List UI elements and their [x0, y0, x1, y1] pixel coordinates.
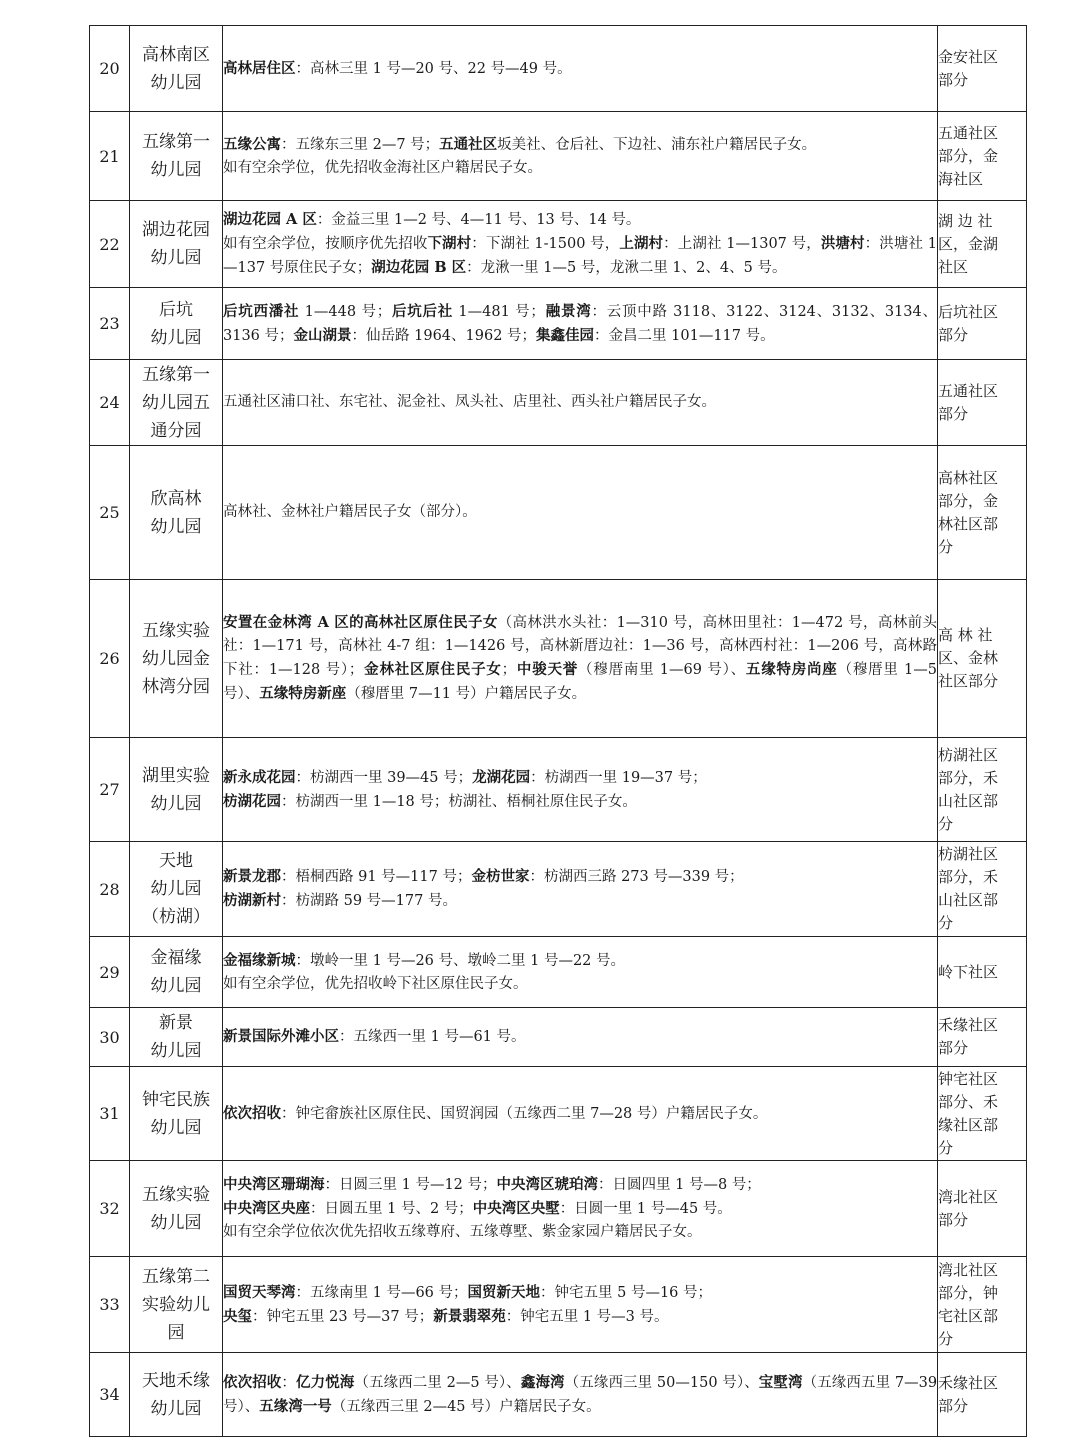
table-row [90, 1008, 1027, 1067]
enrollment-scope [223, 1257, 938, 1353]
kindergarten-name-line: 幼儿园 [150, 327, 202, 348]
scope-estate-name: 湖边花园 A 区 [223, 211, 317, 228]
scope-estate-name: 安置在金林湾 A 区的高林社区原住民子女 [223, 614, 498, 631]
scope-estate-name: 依次招收 [223, 1373, 282, 1391]
scope-estate-name: 央玺 [223, 1307, 252, 1325]
kindergarten-name-line: 天地禾缘 [142, 1370, 210, 1391]
kindergarten-name-line: 幼儿园 [150, 976, 202, 996]
kindergarten-name [130, 842, 223, 937]
scope-estate-name: 新景龙郡 [223, 868, 281, 885]
kindergarten-name-line: 幼儿园 [150, 72, 202, 93]
scope-estate-name: 亿力悦海 [296, 1373, 355, 1391]
table-body [90, 26, 1027, 1437]
kindergarten-name-line: 幼儿园 [150, 1117, 202, 1138]
scope-text: （五缘西二里 2—5 号）、 [354, 1374, 521, 1391]
scope-text: ：枋湖西一里 19—37 号； [530, 769, 707, 786]
row-number: 24 [90, 360, 130, 446]
enrollment-scope-paragraph [223, 208, 937, 232]
community-area-line: 区、金林 [938, 649, 999, 667]
community-area-line: 钟宅社区 [938, 1069, 999, 1088]
kindergarten-name-line: 幼儿园 [150, 516, 202, 537]
scope-estate-name: 融景湾 [544, 302, 592, 320]
kindergarten-name [130, 360, 223, 446]
community-area-line: 缘社区部 [938, 1115, 999, 1134]
community-area [938, 1161, 1027, 1257]
community-area-line: 高林社区 [938, 468, 999, 487]
scope-text: ； [501, 662, 517, 678]
enrollment-scope [223, 580, 938, 738]
scope-text: （穆厝里 1—5 号）、 [223, 662, 938, 702]
row-number: 27 [90, 738, 130, 842]
enrollment-scope [223, 1353, 938, 1437]
kindergarten-name-line: 幼儿园 [150, 160, 202, 180]
kindergarten-name-line: 幼儿园 [150, 248, 202, 268]
community-area-line: 部分、禾 [938, 1092, 999, 1111]
scope-text: （五缘西三里 50—150 号）、 [564, 1374, 759, 1391]
scope-text: ：钟宅五里 1 号—3 号。 [505, 1308, 669, 1325]
row-number: 30 [90, 1008, 130, 1067]
row-number: 25 [90, 446, 130, 580]
community-area-line: 枋湖社区 [938, 845, 999, 863]
kindergarten-name [130, 288, 223, 360]
scope-text: ：枋湖西三路 273 号—339 号； [529, 869, 744, 885]
scope-text: ：梧桐西路 91 号—117 号； [281, 869, 472, 885]
scope-text: ：墩岭一里 1 号—26 号、墩岭二里 1 号—22 号。 [295, 952, 626, 969]
kindergarten-name-line: 园 [167, 1322, 185, 1343]
enrollment-scope-paragraph [223, 391, 937, 414]
community-area-line: 部分，钟 [938, 1283, 999, 1302]
scope-estate-name: 高林居住区 [223, 59, 296, 77]
enrollment-scope-paragraph [223, 973, 937, 996]
scope-text: ：五缘南里 1 号—66 号； [295, 1284, 468, 1301]
enrollment-scope-paragraph [223, 300, 937, 348]
community-area-line: 五通社区 [938, 123, 999, 142]
community-area-line: 金安社区 [938, 47, 999, 66]
community-area-line: 禾缘社区 [938, 1016, 999, 1034]
scope-text: （穆厝里 7—11 号）户籍居民子女。 [346, 686, 587, 702]
community-area-line: 部分，金 [938, 146, 999, 165]
community-area-line: 部分 [938, 1396, 969, 1415]
kindergarten-name-line: 钟宅民族 [142, 1089, 210, 1110]
kindergarten-name [130, 1257, 223, 1353]
community-area-line: 分 [938, 1329, 954, 1348]
community-area [938, 738, 1027, 842]
community-area-line: 部分，禾 [938, 768, 999, 787]
kindergarten-name-line: 新景 [159, 1013, 193, 1033]
enrollment-scope [223, 446, 938, 580]
row-number: 21 [90, 112, 130, 201]
kindergarten-name-line: 五缘第二 [142, 1266, 210, 1287]
scope-text: 如有空余学位依次优先招收五缘尊府、五缘尊墅、紫金家园户籍居民子女。 [223, 1224, 702, 1240]
table-row [90, 360, 1027, 446]
scope-text: ：枋湖西一里 39—45 号； [295, 769, 473, 786]
scope-estate-name: 五缘特房新座 [259, 685, 347, 702]
community-area [938, 1257, 1027, 1353]
table-row [90, 738, 1027, 842]
enrollment-scope [223, 288, 938, 360]
scope-text: 坂美社、仓后社、下边社、浦东社户籍居民子女。 [497, 136, 817, 153]
kindergarten-name-line: （枋湖） [142, 907, 210, 927]
community-area-line: 部分 [938, 325, 969, 344]
scope-text: ：金益三里 1—2 号、4—11 号、13 号、14 号。 [316, 212, 641, 228]
scope-text: ：日圆四里 1 号—8 号； [598, 1177, 761, 1193]
scope-text: ：龙湫一里 1—5 号，龙湫二里 1、2、4、5 号。 [466, 260, 787, 276]
community-area [938, 1353, 1027, 1437]
scope-estate-name: 新永成花园 [223, 768, 296, 786]
scope-text: ：高林三里 1 号—20 号、22 号—49 号。 [295, 60, 572, 77]
scope-estate-name: 龙湖花园 [472, 768, 531, 786]
kindergarten-name-line: 幼儿园 [150, 793, 202, 814]
kindergarten-name-line: 实验幼儿 [142, 1294, 210, 1315]
kindergarten-name [130, 580, 223, 738]
enrollment-scope-paragraph [223, 157, 937, 180]
table-row [90, 26, 1027, 112]
community-area [938, 937, 1027, 1008]
table-row [90, 288, 1027, 360]
scope-estate-name: 国贸天琴湾 [223, 1283, 296, 1301]
row-number: 34 [90, 1353, 130, 1437]
community-area-line: 部分，金 [938, 491, 999, 510]
scope-text: ：日圆五里 1 号、2 号； [310, 1201, 473, 1217]
row-number: 26 [90, 580, 130, 738]
community-area-line: 山社区部 [938, 891, 999, 909]
kindergarten-name [130, 738, 223, 842]
community-area-line: 后坑社区 [938, 302, 999, 321]
community-area-line: 山社区部 [938, 791, 999, 810]
scope-text: ：金昌二里 101—117 号。 [594, 327, 775, 344]
scope-estate-name: 枋湖花园 [223, 792, 281, 810]
scope-text: ：洪塘社 1—137 号原住民子女； [223, 236, 937, 276]
scope-estate-name: 五缘特房尚座 [745, 661, 838, 678]
community-area-line: 分 [938, 914, 954, 932]
scope-text: 1—481 号； [453, 303, 545, 320]
community-area [938, 201, 1027, 288]
community-area-line: 高 林 社 [938, 626, 993, 644]
enrollment-scope [223, 360, 938, 446]
community-area-line: 社区部分 [938, 672, 999, 690]
row-number: 23 [90, 288, 130, 360]
scope-text: ：枋湖西一里 1—18 号；枋湖社、梧桐社原住民子女。 [281, 793, 637, 810]
community-area-line: 部分 [938, 70, 969, 89]
community-area-line: 部分 [938, 1039, 969, 1057]
community-area [938, 26, 1027, 112]
kindergarten-name-line: 五缘第一 [142, 364, 210, 385]
row-number: 32 [90, 1161, 130, 1257]
community-area-line: 社区 [938, 257, 969, 276]
scope-estate-name: 五通社区 [439, 135, 498, 153]
enrollment-scope-paragraph [223, 1371, 937, 1419]
scope-text: ： [281, 1374, 296, 1391]
kindergarten-name-line: 金福缘 [150, 948, 202, 968]
scope-estate-name: 中骏天誉 [516, 661, 579, 678]
table-row [90, 937, 1027, 1008]
scope-estate-name: 国贸新天地 [467, 1283, 541, 1301]
enrollment-scope-paragraph [223, 889, 937, 913]
kindergarten-name-line: 后坑 [159, 299, 193, 320]
community-area-line: 岭下社区 [938, 962, 999, 981]
kindergarten-name [130, 937, 223, 1008]
scope-text: ：日圆一里 1 号—45 号。 [559, 1201, 732, 1217]
scope-estate-name: 后坑后社 [391, 302, 454, 320]
community-area-line: 宅社区部 [938, 1306, 999, 1325]
kindergarten-name [130, 1353, 223, 1437]
row-number: 28 [90, 842, 130, 937]
scope-estate-name: 依次招收 [223, 1104, 281, 1122]
community-area-line: 林社区部 [938, 514, 999, 533]
community-area-line: 枋湖社区 [938, 745, 999, 764]
enrollment-scope-paragraph [223, 232, 937, 280]
enrollment-scope-paragraph [223, 1102, 937, 1126]
community-area-line: 部分 [938, 404, 969, 423]
community-area [938, 1008, 1027, 1067]
community-area-line: 分 [938, 814, 954, 833]
scope-estate-name: 新景国际外滩小区 [223, 1028, 339, 1045]
kindergarten-name-line: 幼儿园 [150, 1398, 202, 1419]
kindergarten-name-line: 五缘第一 [142, 132, 210, 152]
scope-estate-name: 五缘湾一号 [259, 1397, 332, 1415]
kindergarten-name [130, 446, 223, 580]
community-area [938, 1067, 1027, 1161]
kindergarten-name [130, 112, 223, 201]
kindergarten-name-line: 湖里实验 [142, 765, 210, 786]
scope-text: 如有空余学位，优先招收岭下社区原住民子女。 [223, 975, 528, 992]
kindergarten-name-line: 幼儿园金 [142, 648, 210, 669]
scope-estate-name: 中央湾区珊瑚海 [223, 1176, 325, 1193]
scope-estate-name: 枋湖新村 [223, 892, 281, 909]
row-number: 29 [90, 937, 130, 1008]
scope-text: 如有空余学位，按顺序优先招收 [223, 236, 428, 252]
community-area [938, 288, 1027, 360]
scope-estate-name: 中央湾区琥珀湾 [496, 1176, 599, 1193]
row-number: 31 [90, 1067, 130, 1161]
kindergarten-name-line: 幼儿园 [150, 1212, 202, 1233]
community-area [938, 112, 1027, 201]
enrollment-scope-paragraph [223, 1221, 937, 1244]
scope-estate-name: 五缘公寓 [223, 135, 281, 153]
scope-estate-name: 金福缘新城 [223, 951, 296, 969]
scope-estate-name: 金山湖景 [293, 326, 352, 344]
enrollment-scope-paragraph [223, 1025, 937, 1049]
community-area-line: 湾北社区 [938, 1187, 999, 1206]
scope-estate-name: 上湖村 [619, 235, 664, 252]
community-area-line: 湾北社区 [938, 1260, 999, 1279]
kindergarten-name-line: 幼儿园 [150, 1041, 202, 1061]
community-area-line: 五通社区 [938, 381, 999, 400]
community-area-line: 部分 [938, 1210, 969, 1229]
kindergarten-name [130, 1067, 223, 1161]
enrollment-scope [223, 26, 938, 112]
scope-text: 如有空余学位，优先招收金海社区户籍居民子女。 [223, 159, 542, 176]
table-row [90, 446, 1027, 580]
table-row [90, 580, 1027, 738]
kindergarten-name-line: 五缘实验 [142, 1184, 210, 1205]
scope-estate-name: 中央湾区央墅 [472, 1200, 560, 1217]
enrollment-scope-paragraph [223, 1173, 937, 1197]
enrollment-scope-paragraph [223, 865, 937, 889]
scope-estate-name: 金枋世家 [471, 868, 530, 885]
enrollment-scope [223, 201, 938, 288]
kindergarten-name-line: 幼儿园五 [142, 392, 210, 413]
enrollment-scope [223, 112, 938, 201]
kindergarten-name-line: 林湾分园 [142, 676, 210, 697]
kindergarten-name [130, 201, 223, 288]
row-number: 33 [90, 1257, 130, 1353]
scope-text: ：日圆三里 1 号—12 号； [324, 1177, 497, 1193]
kindergarten-name-line: 通分园 [150, 420, 202, 441]
enrollment-scope-paragraph [223, 1281, 937, 1305]
scope-text: ：五缘西一里 1 号—61 号。 [339, 1029, 526, 1045]
kindergarten-name-line: 天地 [159, 851, 193, 871]
scope-text: （高林洪水头社：1—310 号，高林田里社：1—472 号，高林前头社：1—171 号，高林社 4-7 组：1—1426 号，高林新厝边社：1—36 号，高林西村社：1—206 号，高林路下社：1—128 号）； [223, 615, 937, 678]
enrollment-scope-paragraph [223, 766, 937, 790]
enrollment-scope-paragraph [223, 501, 937, 524]
row-number: 20 [90, 26, 130, 112]
enrollment-scope [223, 738, 938, 842]
community-area [938, 446, 1027, 580]
community-area-line: 湖 边 社 [938, 211, 993, 230]
enrollment-scope-paragraph [223, 1305, 937, 1329]
table-row [90, 842, 1027, 937]
community-area-line: 分 [938, 1138, 954, 1157]
scope-estate-name: 集鑫佳园 [536, 326, 595, 344]
scope-text: ：枋湖路 59 号—177 号。 [281, 893, 457, 909]
scope-estate-name: 后坑西潘社 [223, 302, 300, 320]
community-area [938, 360, 1027, 446]
enrollment-scope-paragraph [223, 790, 937, 814]
scope-text: ：下湖社 1-1500 号， [471, 236, 620, 252]
scope-text: ：仙岳路 1964、1962 号； [351, 327, 537, 344]
kindergarten-name-line: 高林南区 [142, 44, 210, 65]
enrollment-scope-paragraph [223, 949, 937, 973]
kindergarten-name-line: 幼儿园 [150, 879, 202, 899]
enrollment-scope-paragraph [223, 1197, 937, 1221]
enrollment-scope-paragraph [223, 57, 937, 81]
scope-estate-name: 中央湾区央座 [223, 1200, 310, 1217]
table-row [90, 1067, 1027, 1161]
enrollment-scope-paragraph [223, 611, 937, 706]
kindergarten-enrollment-table [89, 25, 1027, 1437]
scope-text: 高林社、金林社户籍居民子女（部分）。 [223, 504, 477, 520]
scope-estate-name: 宝墅湾 [758, 1373, 803, 1391]
enrollment-scope [223, 1161, 938, 1257]
enrollment-scope [223, 842, 938, 937]
table-row [90, 1161, 1027, 1257]
community-area-line: 禾缘社区 [938, 1373, 999, 1392]
kindergarten-name [130, 1161, 223, 1257]
scope-text: （五缘西五里 7—39 号）、 [223, 1374, 938, 1415]
enrollment-scope [223, 937, 938, 1008]
table-row [90, 1353, 1027, 1437]
community-area-line: 海社区 [938, 169, 984, 188]
scope-text: ：五缘东三里 2—7 号； [281, 136, 440, 153]
kindergarten-name [130, 1008, 223, 1067]
scope-estate-name: 下湖村 [427, 235, 472, 252]
scope-text: 五通社区浦口社、东宅社、泥金社、凤头社、店里社、西头社户籍居民子女。 [223, 394, 716, 410]
enrollment-scope [223, 1067, 938, 1161]
row-number: 22 [90, 201, 130, 288]
scope-estate-name: 新景翡翠苑 [433, 1307, 506, 1325]
enrollment-scope [223, 1008, 938, 1067]
community-area-line: 分 [938, 537, 954, 556]
enrollment-scope-paragraph [223, 133, 937, 157]
kindergarten-name-line: 五缘实验 [142, 620, 210, 641]
community-area [938, 842, 1027, 937]
kindergarten-name-line: 欣高林 [150, 488, 202, 509]
scope-estate-name: 湖边花园 B 区 [371, 259, 467, 276]
scope-text: ：上湖社 1—1307 号， [663, 236, 821, 252]
scope-text: 1—448 号； [299, 303, 392, 320]
community-area-line: 区，金湖 [938, 234, 999, 253]
scope-text: （五缘西三里 2—45 号）户籍居民子女。 [331, 1398, 601, 1415]
kindergarten-name-line: 湖边花园 [142, 220, 210, 240]
scope-text: ：云顶中路 3118、3122、3124、3132、3134、3136 号； [223, 303, 938, 344]
community-area-line: 部分，禾 [938, 868, 999, 886]
scope-text: ：钟宅畲族社区原住民、国贸润园（五缘西二里 7—28 号）户籍居民子女。 [281, 1105, 768, 1122]
scope-estate-name: 洪塘村 [820, 235, 865, 252]
scope-text: ：钟宅五里 5 号—16 号； [540, 1284, 713, 1301]
kindergarten-name [130, 26, 223, 112]
scope-text: （穆厝南里 1—69 号）、 [578, 662, 746, 678]
scope-estate-name: 金林社区原住民子女 [363, 661, 502, 678]
scope-estate-name: 鑫海湾 [520, 1373, 565, 1391]
table-row [90, 1257, 1027, 1353]
table-row [90, 201, 1027, 288]
table-row [90, 112, 1027, 201]
community-area [938, 580, 1027, 738]
scope-text: ：钟宅五里 23 号—37 号； [252, 1308, 434, 1325]
